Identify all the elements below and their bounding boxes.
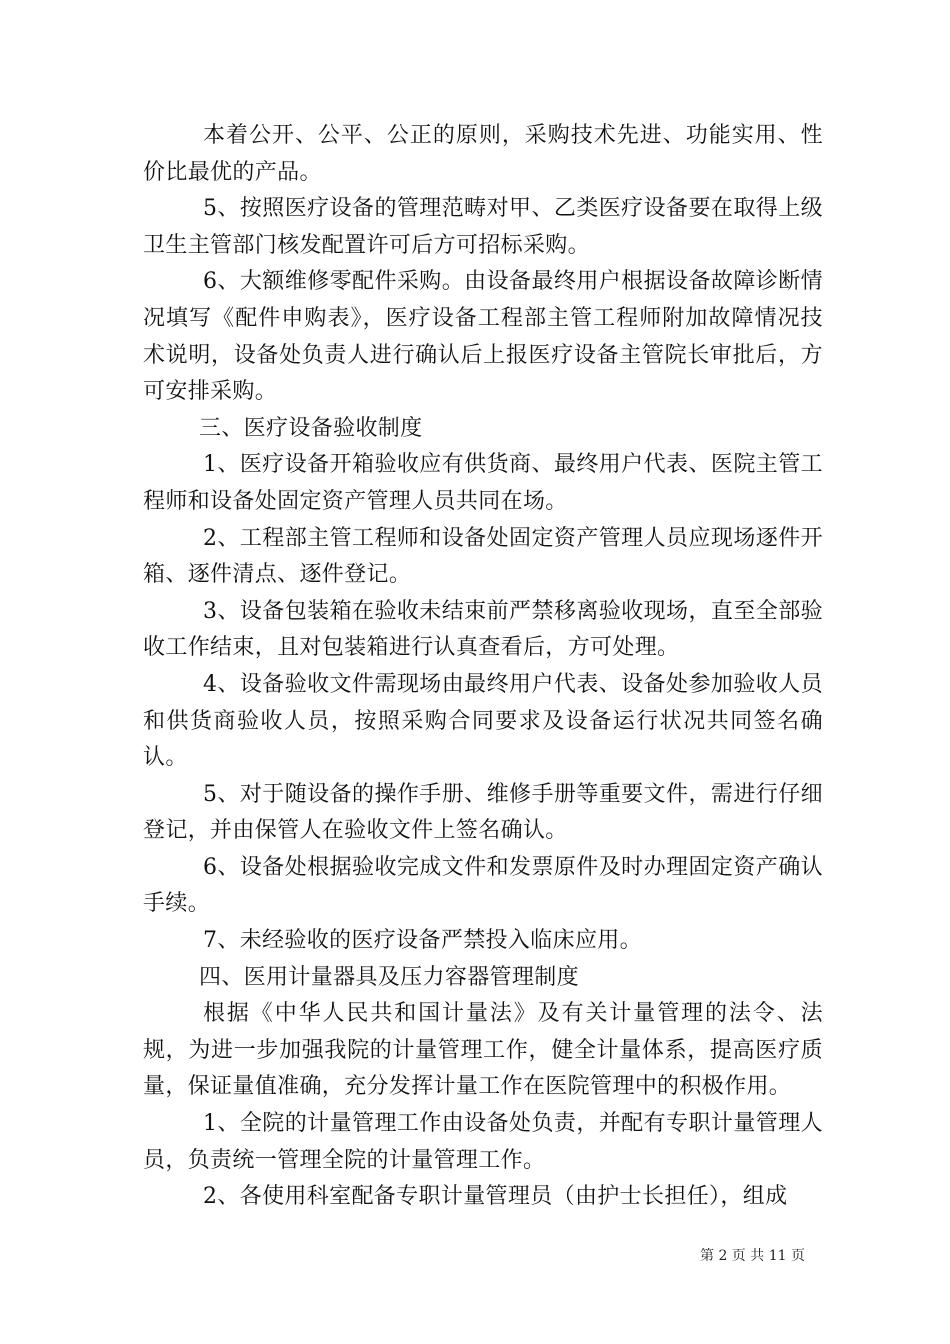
paragraph: 本着公开、公平、公正的原则，采购技术先进、功能实用、性价比最优的产品。 xyxy=(143,123,823,185)
page-number-footer xyxy=(700,1247,805,1265)
section-heading: 三、医疗设备验收制度 xyxy=(199,415,423,441)
paragraph: 4、设备验收文件需现场由最终用户代表、设备处参加验收人员和供货商验收人员，按照采购合同要求及设备运行状况共同签名确认。 xyxy=(143,671,823,771)
paragraph: 2、各使用科室配备专职计量管理员（由护士长担任），组成 xyxy=(203,1184,788,1210)
paragraph: 6、设备处根据验收完成文件和发票原件及时办理固定资产确认手续。 xyxy=(143,854,823,917)
section-heading: 四、医用计量器具及压力容器管理制度 xyxy=(199,964,579,990)
document-body xyxy=(143,118,823,1216)
paragraph: 1、全院的计量管理工作由设备处负责，并配有专职计量管理人员，负责统一管理全院的计量管理工作。 xyxy=(143,1111,823,1173)
paragraph: 1、医疗设备开箱验收应有供货商、最终用户代表、医院主管工程师和设备处固定资产管理人员共同在场。 xyxy=(143,452,823,514)
paragraph: 5、对于随设备的操作手册、维修手册等重要文件，需进行仔细登记，并由保管人在验收文件上签名确认。 xyxy=(143,781,823,844)
paragraph: 根据《中华人民共和国计量法》及有关计量管理的法令、法规，为进一步加强我院的计量管理工作，健全计量体系，提高医疗质量，保证量值准确，充分发挥计量工作在医院管理中的积极作用。 xyxy=(143,1001,823,1100)
paragraph: 6、大额维修零配件采购。由设备最终用户根据设备故障诊断情况填写《配件申购表》，医疗设备工程部主管工程师附加故障情况技术说明，设备处负责人进行确认后上报医疗设备主管院长审批后，方可安排采购。 xyxy=(143,269,823,405)
page-number-label: 第 2 页 共 11 页 xyxy=(700,1248,805,1264)
paragraph: 5、按照医疗设备的管理范畴对甲、乙类医疗设备要在取得上级卫生主管部门核发配置许可后方可招标采购。 xyxy=(143,196,823,258)
paragraph: 3、设备包装箱在验收未结束前严禁移离验收现场，直至全部验收工作结束，且对包装箱进行认真查看后，方可处理。 xyxy=(143,598,823,661)
paragraph: 2、工程部主管工程师和设备处固定资产管理人员应现场逐件开箱、逐件清点、逐件登记。 xyxy=(143,525,823,588)
paragraph: 7、未经验收的医疗设备严禁投入临床应用。 xyxy=(203,928,642,954)
